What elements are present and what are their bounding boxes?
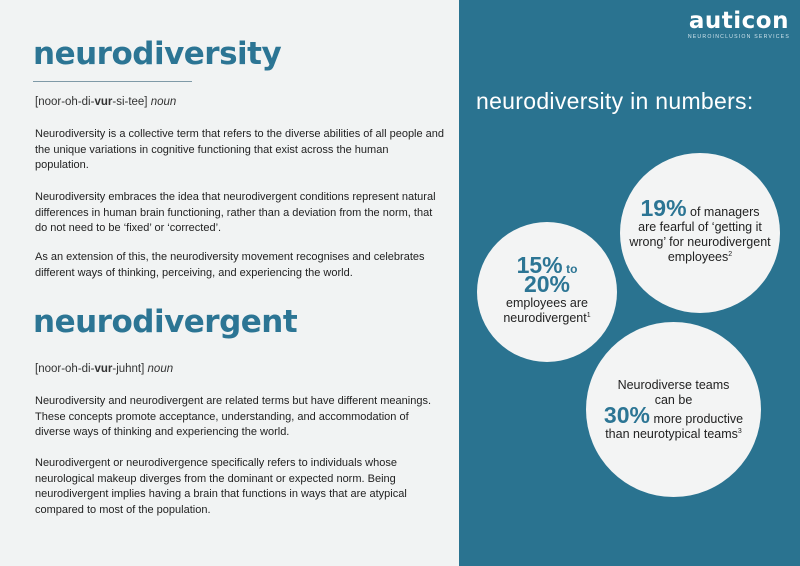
pronunciation-stress: vur <box>94 96 113 108</box>
stat-text: than neurotypical teams <box>605 426 738 441</box>
title-underline <box>33 81 192 82</box>
auticon-logo <box>688 8 790 40</box>
definition-paragraph: Neurodiversity and neurodivergent are related terms but have different meanings. These concepts promote acceptance, understanding, and accommodation of diverse ways of thinking and experiencing the world. <box>35 395 432 438</box>
logo-tagline: NEUROINCLUSION SERVICES <box>687 34 790 40</box>
stat-text: Neurodiverse teams <box>617 377 730 392</box>
stat-text: wrong’ for neurodivergent <box>629 235 771 249</box>
pronunciation-end: -juhnt] <box>112 363 145 375</box>
stat-text: employees <box>667 250 729 264</box>
stat-text: of managers <box>690 205 760 219</box>
stat-joiner: to <box>566 262 578 276</box>
definition-paragraph: Neurodiversity is a collective term that refers to the diverse abilities of all people and the unique variations in cognitive functioning that exist across the human population. <box>35 128 445 171</box>
definition-paragraph: Neurodivergent or neurodivergence specifically refers to individuals whose neurological makeup diverges from the dominant or expected norm. Being neurodivergent implies having a brain that functions in ways that are atypical compared to most of the population. <box>35 457 407 516</box>
pronunciation-neurodiversity <box>35 96 176 108</box>
pronunciation-start: [noor-oh-di- <box>35 96 95 108</box>
stat-text: employees are <box>506 296 588 310</box>
pronunciation-start: [noor-oh-di- <box>35 363 95 375</box>
pronunciation-neurodivergent <box>35 363 173 375</box>
term-neurodiversity: neurodiversity <box>33 36 282 72</box>
term-neurodivergent: neurodivergent <box>33 304 298 340</box>
part-of-speech: noun <box>150 96 177 108</box>
stat-value: 15% <box>516 252 563 278</box>
part-of-speech: noun <box>147 363 174 375</box>
stat-value: 20% <box>523 271 571 297</box>
stat-value: 30% <box>603 401 650 428</box>
stat-circle-employees <box>477 222 617 362</box>
stat-circle-productivity <box>586 322 761 497</box>
stat-circle-managers <box>620 153 780 313</box>
pronunciation-end: -si-tee] <box>112 96 148 108</box>
definition-paragraph: Neurodiversity embraces the idea that neurodivergent conditions represent natural differences in human brain functioning, rather than a deviation from the norm, that do not need to be ‘fixed’ or ‘corrected’. <box>35 191 436 234</box>
definition-paragraph: As an extension of this, the neurodiversity movement recognises and celebrates different ways of thinking, perceiving, and experiencing the world. <box>35 251 425 279</box>
stat-text: neurodivergent <box>503 311 587 325</box>
numbers-heading: neurodiversity in numbers: <box>476 88 754 114</box>
stat-text: are fearful of ‘getting it <box>638 220 762 234</box>
footnote-marker: 1 <box>586 311 591 319</box>
stat-text: more productive <box>653 411 744 426</box>
stat-value: 19% <box>640 195 687 221</box>
logo-wordmark: auticon <box>688 8 789 34</box>
footnote-marker: 2 <box>728 250 733 258</box>
pronunciation-stress: vur <box>94 363 113 375</box>
stat-text: can be <box>654 392 693 407</box>
footnote-marker: 3 <box>737 427 742 435</box>
